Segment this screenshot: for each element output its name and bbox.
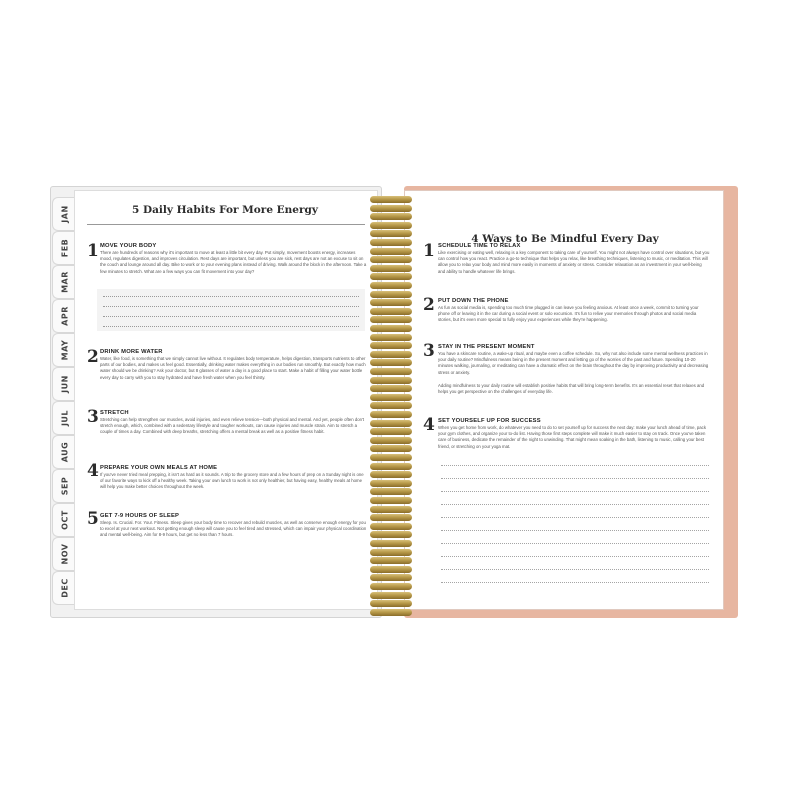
spiral-coil bbox=[370, 566, 412, 573]
habit-number: 2 bbox=[87, 347, 99, 367]
spiral-coil bbox=[370, 385, 412, 392]
month-tab-jan[interactable]: JAN bbox=[52, 197, 77, 231]
spiral-coil bbox=[370, 265, 412, 272]
spiral-coil bbox=[370, 497, 412, 504]
spiral-coil bbox=[370, 222, 412, 229]
mindful-number: 1 bbox=[423, 241, 435, 261]
writing-line bbox=[441, 530, 709, 531]
spiral-coil bbox=[370, 488, 412, 495]
spiral-coil bbox=[370, 256, 412, 263]
month-tab-feb[interactable]: FEB bbox=[52, 231, 77, 265]
writing-line bbox=[441, 582, 709, 583]
spiral-coil bbox=[370, 506, 412, 513]
spiral-coil bbox=[370, 480, 412, 487]
spiral-coil bbox=[370, 334, 412, 341]
writing-lines[interactable] bbox=[97, 289, 365, 331]
month-tab-nov[interactable]: NOV bbox=[52, 537, 77, 571]
spiral-coil bbox=[370, 316, 412, 323]
mindful-number: 3 bbox=[423, 341, 435, 361]
mindful-body: You have a skincare routine, a wake-up ritual, and maybe even a coffee schedule. So, why not also include some mental wellness practices in your daily routine? Mindfulness means being in the present moment and letting go of the worries of the past and future. Spending 10-20 minutes walking, journaling, or meditating can have a dramatic effect on the brain throughout the day by improving productivity and decreasing stress or anxiety. bbox=[438, 351, 709, 375]
spiral-coil bbox=[370, 583, 412, 590]
writing-line bbox=[441, 491, 709, 492]
spiral-coil bbox=[370, 359, 412, 366]
habit-number: 5 bbox=[87, 509, 99, 529]
spiral-coil bbox=[370, 213, 412, 220]
spiral-coil bbox=[370, 428, 412, 435]
writing-line bbox=[103, 296, 359, 297]
habit-number: 4 bbox=[87, 461, 99, 481]
spiral-coil bbox=[370, 420, 412, 427]
left-page bbox=[74, 190, 378, 610]
spiral-coil bbox=[370, 411, 412, 418]
title-divider bbox=[87, 224, 365, 225]
mindful-body: As fun as social media is, spending too much time plugged in can leave you feeling anxious. At least once a week, commit to turning your phone off or leaving it in the car during a social event or solo excursion. It's fun to relive your memories through photos and social media stories, but it's even more special to fully enjoy your experiences while they're happening. bbox=[438, 305, 699, 323]
spiral-coil bbox=[370, 402, 412, 409]
mindful-heading: SET YOURSELF UP FOR SUCCESS bbox=[438, 418, 541, 424]
habit-heading: DRINK MORE WATER bbox=[100, 349, 163, 355]
writing-line bbox=[103, 306, 359, 307]
writing-line bbox=[441, 543, 709, 544]
mindful-body-2: Adding mindfulness to your daily routine will establish positive habits that will bring long-term benefits. It's an essential reset that relaxes and helps you get perspective on the challenges of everyday life. bbox=[438, 383, 705, 395]
writing-line bbox=[441, 504, 709, 505]
habit-body: If you've never tried meal prepping, it isn't as hard as it sounds. A trip to the grocery store and a few hours of prep on a Sunday night is one of our favorite ways to kick off a healthy week. Taking your own lunch to work is not only healthier, but having easy, healthy meals at home will help you make better choices throughout the week. bbox=[100, 472, 364, 490]
spiral-coil bbox=[370, 454, 412, 461]
spiral-coil bbox=[370, 273, 412, 280]
habit-body: There are hundreds of reasons why it's important to move at least a little bit every day. Put simply, movement boosts energy, increases mood, regulates digestion, and improves circulation. Rest days are important, but unless you are sick, rest days are not an excuse to sit on the couch and lounge around all day. Bike to work or to your evening plans instead of driving. Walk around the block in the afternoon. Take a few minutes to stretch. What are a few ways you can fit movement into your day? bbox=[100, 250, 367, 274]
habit-heading: STRETCH bbox=[100, 410, 129, 416]
month-tab-aug[interactable]: AUG bbox=[52, 435, 77, 469]
mindful-body: When you get home from work, do whatever you need to do to set yourself up for success the next day: make your lunch ahead of time, pack your gym clothes, and organize your to-do list. Having those first steps complete will make it much easier to stay on track. Once you've taken care of business, dedicate the remainder of the night to unwinding. That might mean soaking in the bath, listening to music, calling your best friend, or stretching on your yoga mat. bbox=[438, 425, 706, 449]
month-tab-jun[interactable]: JUN bbox=[52, 367, 77, 401]
spiral-coil bbox=[370, 394, 412, 401]
habit-number: 3 bbox=[87, 407, 99, 427]
spiral-coil bbox=[370, 377, 412, 384]
month-tab-mar[interactable]: MAR bbox=[52, 265, 77, 299]
spiral-coil bbox=[370, 308, 412, 315]
spiral-coil bbox=[370, 437, 412, 444]
writing-line bbox=[441, 478, 709, 479]
habit-heading: MOVE YOUR BODY bbox=[100, 243, 157, 249]
spiral-coil bbox=[370, 368, 412, 375]
spiral-coil bbox=[370, 540, 412, 547]
month-tab-jul[interactable]: JUL bbox=[52, 401, 77, 435]
spiral-coil bbox=[370, 351, 412, 358]
mindful-number: 4 bbox=[423, 415, 435, 435]
spiral-coil bbox=[370, 342, 412, 349]
mindful-heading: SCHEDULE TIME TO RELAX bbox=[438, 243, 521, 249]
month-tab-may[interactable]: MAY bbox=[52, 333, 77, 367]
spiral-coil bbox=[370, 574, 412, 581]
left-page-title: 5 Daily Habits For More Energy bbox=[132, 204, 318, 216]
writing-line bbox=[441, 556, 709, 557]
spiral-coil bbox=[370, 592, 412, 599]
spiral-coil bbox=[370, 282, 412, 289]
spiral-coil bbox=[370, 557, 412, 564]
writing-line bbox=[441, 517, 709, 518]
spiral-coil bbox=[370, 291, 412, 298]
mindful-heading: PUT DOWN THE PHONE bbox=[438, 298, 509, 304]
spiral-coil bbox=[370, 514, 412, 521]
writing-line bbox=[103, 316, 359, 317]
month-tab-sep[interactable]: SEP bbox=[52, 469, 77, 503]
spiral-coil bbox=[370, 248, 412, 255]
spiral-coil bbox=[370, 230, 412, 237]
spiral-coil bbox=[370, 471, 412, 478]
habit-body: Water, like food, is something that we simply cannot live without. It regulates body temperature, helps digestion, transports nutrients to other parts of our bodies, and makes us feel good. Essentially, drinking water makes everything in our bodies run smoothly. But exactly how much water should we be drinking? Ask your doctor, but 8 glasses of water a day is a good place to start. Make a habit of filling your water bottle every day to carry with you to stay hydrated and have fresh water when you feel thirsty. bbox=[100, 356, 366, 380]
writing-line bbox=[441, 569, 709, 570]
month-tab-dec[interactable]: DEC bbox=[52, 571, 77, 605]
month-tab-apr[interactable]: APR bbox=[52, 299, 77, 333]
writing-line bbox=[441, 465, 709, 466]
spiral-coil bbox=[370, 609, 412, 616]
spiral-coil bbox=[370, 325, 412, 332]
mindful-body: Like exercising or eating well, relaxing is a key component to taking care of yourself. You might not always have control over situations, but you can control how you react. Practice a go-to technique that helps you relax, like breathing techniques, listening to music, or meditation. This will allow you to relax your body and mind more easily in moments of anxiety or stress. Consider relaxation as an investment in your well-being and ability to handle whatever life brings. bbox=[438, 250, 710, 274]
habit-heading: PREPARE YOUR OWN MEALS AT HOME bbox=[100, 465, 218, 471]
habit-body: Stretching can help strengthen our muscles, avoid injuries, and even relieve tension—both physical and mental. And yet, people often don't stretch enough, which, combined with a sedentary lifestyle and tougher workouts, can cause injuries and muscle strain. Aim to stretch a couple of times a day. Combined with deep breaths, stretching offers a mental break as well as a positive fitness habit. bbox=[100, 417, 365, 435]
spiral-coil bbox=[370, 196, 412, 203]
spiral-coil bbox=[370, 600, 412, 607]
right-page bbox=[404, 190, 724, 610]
month-tab-oct[interactable]: OCT bbox=[52, 503, 77, 537]
mindful-number: 2 bbox=[423, 295, 435, 315]
spiral-coil bbox=[370, 239, 412, 246]
spiral-coil bbox=[370, 205, 412, 212]
writing-line bbox=[103, 326, 359, 327]
writing-lines[interactable] bbox=[435, 459, 715, 584]
spiral-coil bbox=[370, 299, 412, 306]
spiral-coil bbox=[370, 523, 412, 530]
spiral-coil bbox=[370, 549, 412, 556]
habit-body: Sleep. Is. Crucial. For. Your. Fitness. Sleep gives your body time to recover and rebuild muscles, as well as conserve enough energy for you to excel at your next workout. Not getting enough sleep will cause you to feel tired and stressed, which can impair your physical coordination and mental well-being. Aim for 8-9 hours, but get no less than 7 hours. bbox=[100, 520, 367, 538]
habit-number: 1 bbox=[87, 241, 99, 261]
habit-heading: GET 7-9 HOURS OF SLEEP bbox=[100, 513, 180, 519]
spiral-coil bbox=[370, 531, 412, 538]
spiral-coil bbox=[370, 463, 412, 470]
mindful-heading: STAY IN THE PRESENT MOMENT bbox=[438, 344, 535, 350]
right-page-title: 4 Ways to Be Mindful Every Day bbox=[471, 233, 659, 245]
spiral-coil bbox=[370, 445, 412, 452]
